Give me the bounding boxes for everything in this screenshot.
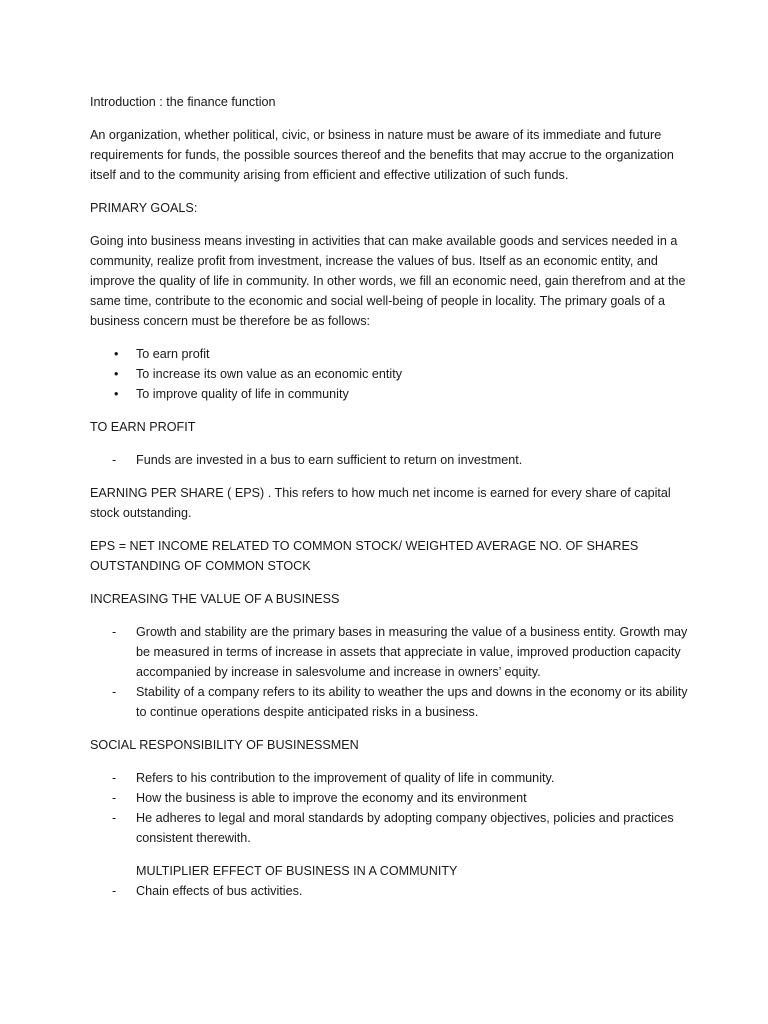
social-responsibility-heading: SOCIAL RESPONSIBILITY OF BUSINESSMEN bbox=[90, 738, 359, 752]
eps-definition: EARNING PER SHARE ( EPS) . This refers to how much net income is earned for every share of capital stock outstanding. bbox=[90, 486, 671, 520]
list-item-text: How the business is able to improve the economy and its environment bbox=[136, 791, 527, 805]
list-item-text: To earn profit bbox=[136, 347, 210, 361]
primary-goals-heading: PRIMARY GOALS: bbox=[90, 201, 198, 215]
list-item-text: Growth and stability are the primary bases in measuring the value of a business entity. Growth may be measured in terms of increase in assets that appreciate in value, improved production capacity accompanied by increase in salesvolume and increase in owners’ equity. bbox=[136, 625, 688, 679]
list-item bbox=[90, 768, 690, 788]
dash-icon: - bbox=[112, 811, 117, 825]
list-item bbox=[90, 808, 690, 848]
intro-paragraph: An organization, whether political, civic, or bsiness in nature must be aware of its immediate and future requirements for funds, the possible sources thereof and the benefits that may accrue to the organization itself and to the community arising from efficient and effective utilization of such funds. bbox=[90, 128, 674, 182]
dash-icon: - bbox=[112, 625, 117, 639]
dash-icon: - bbox=[112, 791, 117, 805]
list-item-text: Stability of a company refers to its ability to weather the ups and downs in the economy or its ability to continue operations despite anticipated risks in a business. bbox=[136, 685, 688, 719]
earn-profit-list bbox=[90, 450, 690, 470]
multiplier-heading: MULTIPLIER EFFECT OF BUSINESS IN A COMMUNITY bbox=[136, 864, 458, 878]
list-item-text: Chain effects of bus activities. bbox=[136, 884, 303, 898]
list-item-text: To increase its own value as an economic entity bbox=[136, 367, 403, 381]
eps-formula: EPS = NET INCOME RELATED TO COMMON STOCK/ WEIGHTED AVERAGE NO. OF SHARES OUTSTANDING OF COMMON STOCK bbox=[90, 539, 639, 573]
document-title: Introduction : the finance function bbox=[90, 95, 276, 109]
increasing-value-list bbox=[90, 622, 690, 722]
list-item bbox=[90, 622, 690, 682]
social-responsibility-list bbox=[90, 768, 690, 848]
list-item bbox=[90, 788, 690, 808]
dash-icon: - bbox=[112, 771, 117, 785]
primary-goals-paragraph: Going into business means investing in activities that can make available goods and services needed in a community, realize profit from investment, increase the values of bus. Itself as an economic entity, and improve the quality of life in community. In other words, we fill an economic need, gain therefrom and at the same time, contribute to the economic and social well-being of people in locality. The primary goals of a business concern must be therefore be as follows: bbox=[90, 234, 686, 328]
bullet-icon: • bbox=[114, 367, 119, 381]
primary-goals-list bbox=[90, 344, 690, 404]
dash-icon: - bbox=[112, 685, 117, 699]
bullet-icon: • bbox=[114, 387, 119, 401]
increasing-value-heading: INCREASING THE VALUE OF A BUSINESS bbox=[90, 592, 340, 606]
document-page bbox=[90, 92, 690, 914]
earn-profit-heading: TO EARN PROFIT bbox=[90, 420, 196, 434]
multiplier-list bbox=[90, 881, 690, 901]
bullet-icon: • bbox=[114, 347, 119, 361]
list-item bbox=[90, 364, 690, 384]
dash-icon: - bbox=[112, 453, 117, 467]
list-item bbox=[90, 344, 690, 364]
list-item-text: To improve quality of life in community bbox=[136, 387, 349, 401]
list-item-text: He adheres to legal and moral standards by adopting company objectives, policies and practices consistent therewith. bbox=[136, 811, 674, 845]
list-item-text: Refers to his contribution to the improvement of quality of life in community. bbox=[136, 771, 555, 785]
list-item-text: Funds are invested in a bus to earn sufficient to return on investment. bbox=[136, 453, 523, 467]
dash-icon: - bbox=[112, 884, 117, 898]
list-item bbox=[90, 881, 690, 901]
list-item bbox=[90, 682, 690, 722]
list-item bbox=[90, 450, 690, 470]
list-item bbox=[90, 384, 690, 404]
